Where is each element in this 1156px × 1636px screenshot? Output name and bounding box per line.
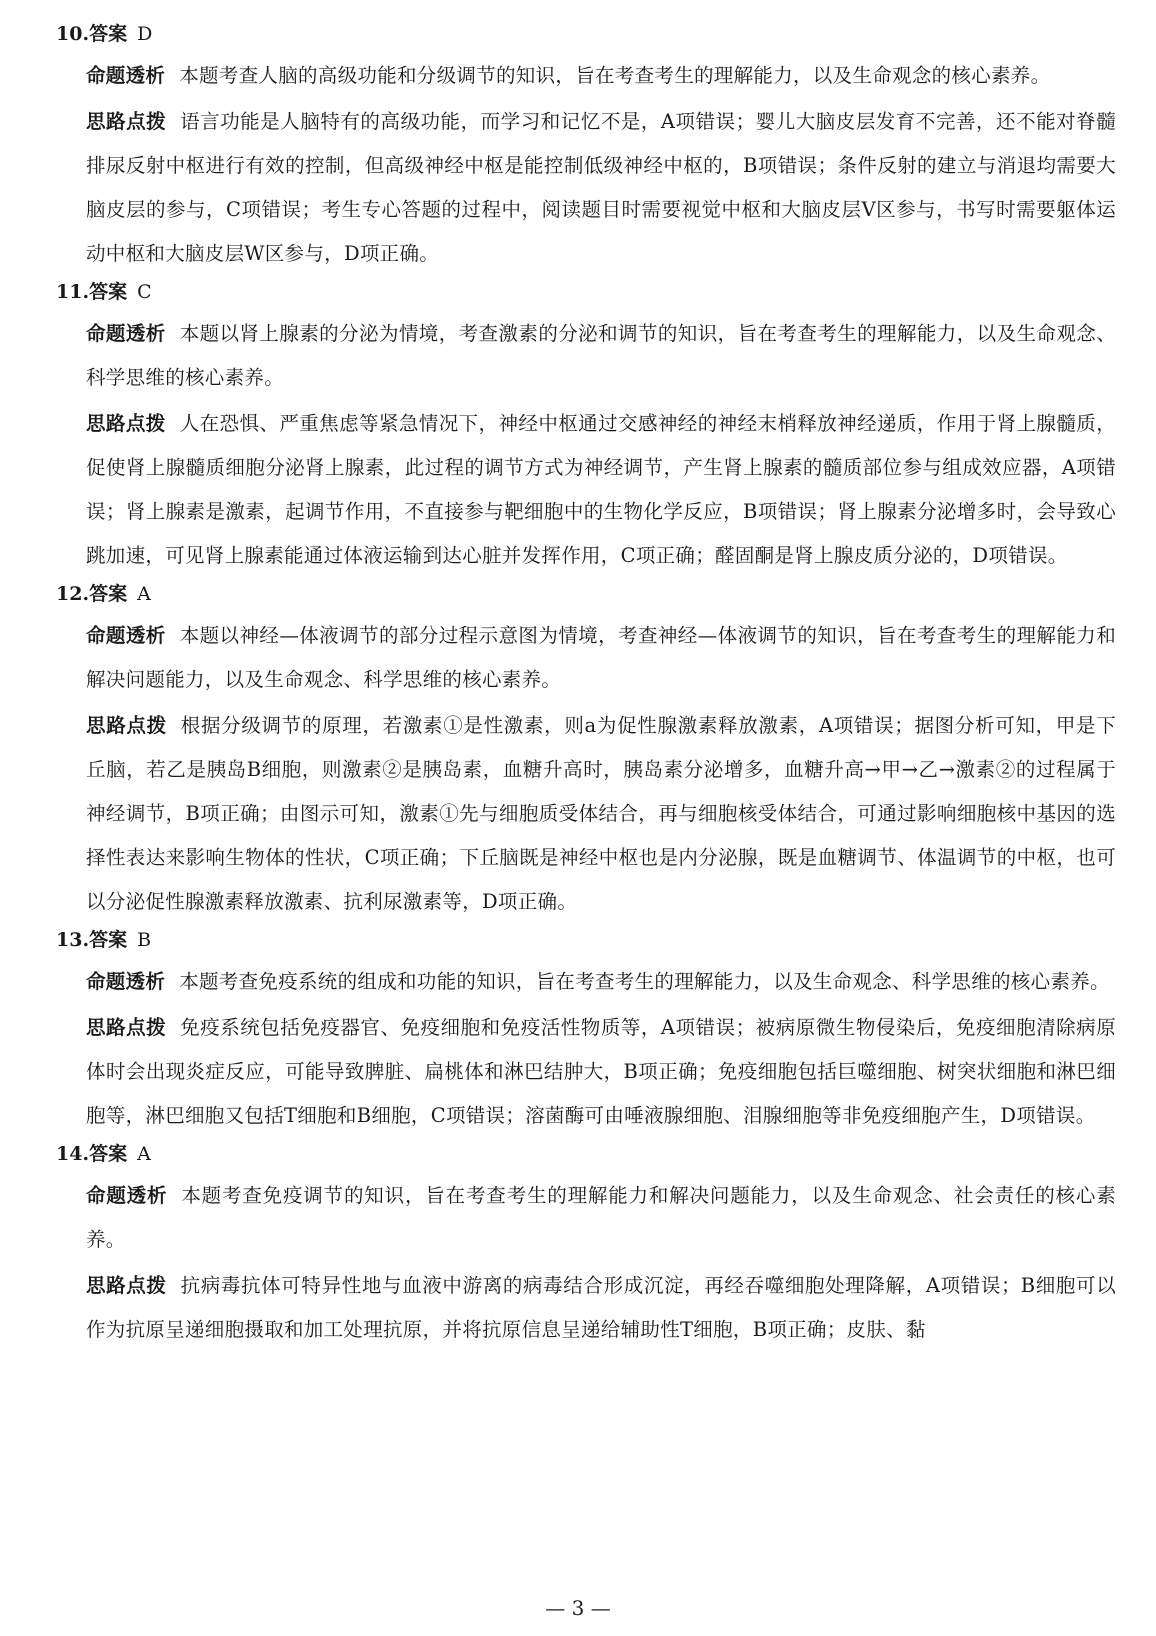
hint-text: 根据分级调节的原理，若激素①是性激素，则a为促性腺激素释放激素，A项错误；据图分析可知，甲是下丘脑，若乙是胰岛B细胞，则激素②是胰岛素，血糖升高时，胰岛素分泌增多，血糖升高→甲→乙→激素②的过程属于神经调节，B项正确；由图示可知，激素①先与细胞质受体结合，再与细胞核受体结合，可通过影响细胞核中基因的选择性表达来影响生物体的性状，C项正确；下丘脑既是神经中枢也是内分泌腺，既是血糖调节、体温调节的中枢，也可以分泌促性腺激素释放激素、抗利尿激素等，D项正确。: [86, 714, 1116, 913]
hint-label: 思路点拨: [86, 1016, 167, 1039]
answer-label: 答案: [89, 929, 128, 951]
hint-label: 思路点拨: [86, 110, 167, 133]
analysis-text: 本题考查免疫系统的组成和功能的知识，旨在考查考生的理解能力，以及生命观念、科学思维的核心素养。: [179, 970, 1110, 993]
hint-text: 语言功能是人脑特有的高级功能，而学习和记忆不是，A项错误；婴儿大脑皮层发育不完善，还不能对脊髓排尿反射中枢进行有效的控制，但高级神经中枢是能控制低级神经中枢的，B项错误；条件反射的建立与消退均需要大脑皮层的参与，C项错误；考生专心答题的过程中，阅读题目时需要视觉中枢和大脑皮层V区参与，书写时需要躯体运动中枢和大脑皮层W区参与，D项正确。: [86, 110, 1117, 265]
question-13: [56, 926, 1116, 1138]
analysis-paragraph: [86, 312, 1116, 400]
question-header: [56, 20, 1116, 48]
analysis-text: 本题以肾上腺素的分泌为情境，考查激素的分泌和调节的知识，旨在考查考生的理解能力，以及生命观念、科学思维的核心素养。: [86, 322, 1116, 389]
page-number: — 3 —: [545, 1596, 611, 1620]
answer-letter: A: [137, 583, 151, 605]
question-10: [56, 20, 1116, 276]
answer-label: 答案: [89, 281, 128, 303]
answer-label: 答案: [89, 583, 128, 605]
analysis-label: 命题透析: [86, 1184, 168, 1207]
hint-text: 抗病毒抗体可特异性地与血液中游离的病毒结合形成沉淀，再经吞噬细胞处理降解，A项错误；B细胞可以作为抗原呈递细胞摄取和加工处理抗原，并将抗原信息呈递给辅助性T细胞，B项正确；皮肤、黏: [86, 1274, 1117, 1341]
question-header: [56, 1140, 1116, 1168]
hint-paragraph: [86, 704, 1116, 924]
answer-document: [56, 20, 1116, 1354]
question-14: [56, 1140, 1116, 1352]
analysis-paragraph: [86, 54, 1116, 98]
analysis-text: 本题考查人脑的高级功能和分级调节的知识，旨在考查考生的理解能力，以及生命观念的核心素养。: [179, 64, 1051, 87]
hint-paragraph: [86, 100, 1116, 276]
answer-label: 答案: [89, 1143, 128, 1165]
hint-label: 思路点拨: [86, 1274, 167, 1297]
analysis-paragraph: [86, 960, 1116, 1004]
question-number: 11.: [56, 281, 90, 303]
question-header: [56, 278, 1116, 306]
analysis-text: 本题以神经—体液调节的部分过程示意图为情境，考查神经—体液调节的知识，旨在考查考生的理解能力和解决问题能力，以及生命观念、科学思维的核心素养。: [86, 624, 1116, 691]
question-header: [56, 926, 1116, 954]
question-header: [56, 580, 1116, 608]
question-number: 13.: [56, 929, 90, 951]
hint-text: 免疫系统包括免疫器官、免疫细胞和免疫活性物质等，A项错误；被病原微生物侵染后，免疫细胞清除病原体时会出现炎症反应，可能导致脾脏、扁桃体和淋巴结肿大，B项正确；免疫细胞包括巨噬细胞、树突状细胞和淋巴细胞等，淋巴细胞又包括T细胞和B细胞，C项错误；溶菌酶可由唾液腺细胞、泪腺细胞等非免疫细胞产生，D项错误。: [86, 1016, 1117, 1127]
analysis-label: 命题透析: [86, 64, 166, 87]
question-number: 12.: [56, 583, 90, 605]
answer-letter: D: [137, 23, 153, 45]
hint-paragraph: [86, 1006, 1116, 1138]
answer-letter: B: [137, 929, 152, 951]
hint-label: 思路点拨: [86, 714, 167, 737]
analysis-paragraph: [86, 1174, 1116, 1262]
question-number: 10.: [56, 23, 90, 45]
answer-label: 答案: [89, 23, 128, 45]
question-12: [56, 580, 1116, 924]
hint-paragraph: [86, 1264, 1116, 1352]
question-number: 14.: [56, 1143, 90, 1165]
answer-letter: A: [137, 1143, 151, 1165]
hint-paragraph: [86, 402, 1116, 578]
analysis-paragraph: [86, 614, 1116, 702]
analysis-label: 命题透析: [86, 322, 166, 345]
question-11: [56, 278, 1116, 578]
analysis-label: 命题透析: [86, 970, 166, 993]
hint-label: 思路点拨: [86, 412, 166, 435]
hint-text: 人在恐惧、严重焦虑等紧急情况下，神经中枢通过交感神经的神经末梢释放神经递质，作用于肾上腺髓质，促使肾上腺髓质细胞分泌肾上腺素，此过程的调节方式为神经调节，产生肾上腺素的髓质部位参与组成效应器，A项错误；肾上腺素是激素，起调节作用，不直接参与靶细胞中的生物化学反应，B项错误；肾上腺素分泌增多时，会导致心跳加速，可见肾上腺素能通过体液运输到达心脏并发挥作用，C项正确；醛固酮是肾上腺皮质分泌的，D项错误。: [86, 412, 1116, 567]
analysis-label: 命题透析: [86, 624, 166, 647]
answer-letter: C: [137, 281, 152, 303]
analysis-text: 本题考查免疫调节的知识，旨在考查考生的理解能力和解决问题能力，以及生命观念、社会责任的核心素养。: [86, 1184, 1116, 1251]
